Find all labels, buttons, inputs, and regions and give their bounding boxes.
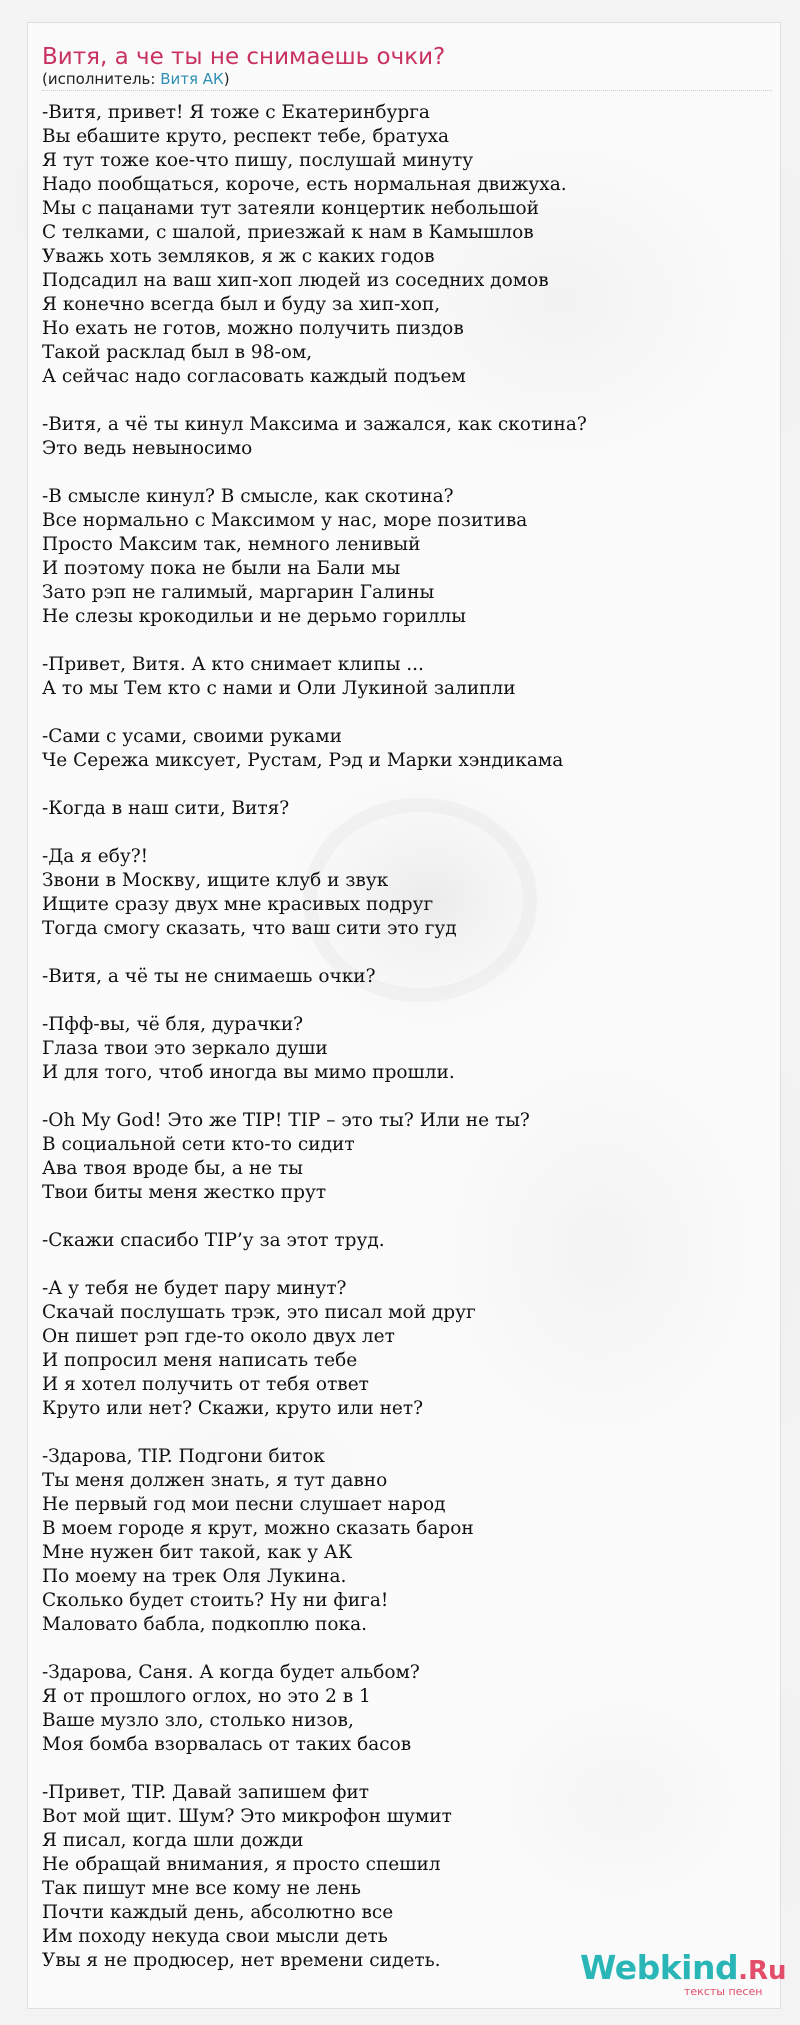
lyrics-line: Но ехать не готов, можно получить пиздов [42, 318, 464, 339]
lyrics-line: И поэтому пока не были на Бали мы [42, 558, 401, 579]
lyrics-line: Уважь хоть земляков, я ж с каких годов [42, 246, 435, 267]
performer-line [42, 68, 230, 90]
lyrics-line: -А у тебя не будет пару минут? [42, 1278, 347, 1299]
lyrics-line: Такой расклад был в 98-ом, [42, 342, 313, 363]
lyrics-line: -Витя, а чё ты кинул Максима и зажался, как скотина? [42, 414, 587, 435]
lyrics-stanza [42, 725, 762, 773]
lyrics-line: Твои биты меня жестко прут [42, 1182, 327, 1203]
performer-link[interactable]: Витя АК [160, 70, 224, 88]
lyrics-line: -Витя, привет! Я тоже с Екатеринбурга [42, 102, 430, 123]
lyrics-text [42, 101, 762, 1997]
lyrics-line: -Пфф-вы, чё бля, дурачки? [42, 1014, 304, 1035]
lyrics-stanza [42, 653, 762, 701]
lyrics-stanza [42, 1109, 762, 1205]
lyrics-line: Он пишет рэп где-то около двух лет [42, 1326, 395, 1347]
lyrics-line: Глаза твои это зеркало души [42, 1038, 328, 1059]
lyrics-line: А сейчас надо согласовать каждый подъем [42, 366, 466, 387]
lyrics-line: Скачай послушать трэк, это писал мой друг [42, 1302, 476, 1323]
lyrics-stanza [42, 1277, 762, 1421]
lyrics-line: Зато рэп не галимый, маргарин Галины [42, 582, 435, 603]
lyrics-stanza [42, 101, 762, 389]
lyrics-line: Вы ебашите круто, респект тебе, братуха [42, 126, 450, 147]
lyrics-line: В моем городе я крут, можно сказать барон [42, 1518, 474, 1539]
lyrics-stanza [42, 1781, 762, 1973]
lyrics-line: Я тут тоже кое-что пишу, послушай минуту [42, 150, 474, 171]
lyrics-line: Так пишут мне все кому не лень [42, 1878, 361, 1899]
lyrics-line: По моему на трек Оля Лукина. [42, 1566, 347, 1587]
lyrics-line: Мне нужен бит такой, как у АК [42, 1542, 353, 1563]
lyrics-line: -Когда в наш сити, Витя? [42, 798, 290, 819]
lyrics-line: Маловато бабла, подкоплю пока. [42, 1614, 367, 1635]
logo-wordmark: Webkind [580, 1948, 739, 1987]
lyrics-line: В социальной сети кто-то сидит [42, 1134, 355, 1155]
lyrics-line: С телками, с шалой, приезжай к нам в Камышлов [42, 222, 534, 243]
lyrics-stanza [42, 797, 762, 821]
lyrics-line: Я писал, когда шли дожди [42, 1830, 304, 1851]
lyrics-line: Не слезы крокодильи и не дерьмо гориллы [42, 606, 466, 627]
lyrics-line: Ваше музло зло, столько низов, [42, 1710, 354, 1731]
lyrics-line: Че Сережа миксует, Рустам, Рэд и Марки хэндикама [42, 750, 564, 771]
lyrics-line: Увы я не продюсер, нет времени сидеть. [42, 1950, 441, 1971]
logo-tld: .Ru [738, 1956, 787, 1986]
performer-suffix: ) [223, 70, 230, 88]
lyrics-line: Все нормально с Максимом у нас, море позитива [42, 510, 528, 531]
lyrics-line: -Привет, TIP. Давай запишем фит [42, 1782, 369, 1803]
lyrics-line: Надо пообщаться, короче, есть нормальная движуха. [42, 174, 567, 195]
lyrics-stanza [42, 485, 762, 629]
lyrics-stanza [42, 845, 762, 941]
lyrics-line: -В смысле кинул? В смысле, как скотина? [42, 486, 454, 507]
lyrics-line: И я хотел получить от тебя ответ [42, 1374, 369, 1395]
lyrics-line: Вот мой щит. Шум? Это микрофон шумит [42, 1806, 452, 1827]
lyrics-line: Мы с пацанами тут затеяли концертик небольшой [42, 198, 539, 219]
site-logo[interactable] [580, 1948, 787, 1998]
lyrics-line: И для того, чтоб иногда вы мимо прошли. [42, 1062, 455, 1083]
lyrics-line: -Здарова, TIP. Подгони биток [42, 1446, 325, 1467]
lyrics-line: Звони в Москву, ищите клуб и звук [42, 870, 389, 891]
lyrics-line: И попросил меня написать тебе [42, 1350, 358, 1371]
lyrics-line: -Скажи спасибо TIP’у за этот труд. [42, 1230, 385, 1251]
lyrics-line: Я от прошлого оглох, но это 2 в 1 [42, 1686, 371, 1707]
song-title: Витя, а че ты не снимаешь очки? [42, 44, 446, 70]
lyrics-line: Это ведь невыносимо [42, 438, 253, 459]
lyrics-line: -Витя, а чё ты не снимаешь очки? [42, 966, 376, 987]
divider [42, 90, 772, 91]
lyrics-line: Ава твоя вроде бы, а не ты [42, 1158, 303, 1179]
lyrics-stanza [42, 413, 762, 461]
lyrics-line: Почти каждый день, абсолютно все [42, 1902, 394, 1923]
lyrics-line: Им походу некуда свои мысли деть [42, 1926, 388, 1947]
lyrics-stanza [42, 1013, 762, 1085]
lyrics-line: -Да я ебу?! [42, 846, 149, 867]
lyrics-line: Сколько будет стоить? Ну ни фига! [42, 1590, 389, 1611]
lyrics-line: Я конечно всегда был и буду за хип-хоп, [42, 294, 441, 315]
lyrics-line: Просто Максим так, немного ленивый [42, 534, 421, 555]
lyrics-stanza [42, 1661, 762, 1757]
lyrics-line: Круто или нет? Скажи, круто или нет? [42, 1398, 424, 1419]
lyrics-line: А то мы Тем кто с нами и Оли Лукиной залипли [42, 678, 516, 699]
lyrics-line: -Сами с усами, своими руками [42, 726, 342, 747]
lyrics-line: Не первый год мои песни слушает народ [42, 1494, 446, 1515]
lyrics-line: Ты меня должен знать, я тут давно [42, 1470, 388, 1491]
lyrics-line: Не обращай внимания, я просто спешил [42, 1854, 441, 1875]
lyrics-stanza [42, 965, 762, 989]
lyrics-line: -Здарова, Саня. А когда будет альбом? [42, 1662, 420, 1683]
lyrics-line: -Привет, Витя. А кто снимает клипы ... [42, 654, 424, 675]
lyrics-line: -Oh My God! Это же TIP! TIP – это ты? Или не ты? [42, 1110, 530, 1131]
performer-prefix: (исполнитель: [42, 70, 161, 88]
lyrics-line: Тогда смогу сказать, что ваш сити это гуд [42, 918, 457, 939]
lyrics-line: Ищите сразу двух мне красивых подруг [42, 894, 434, 915]
lyrics-line: Подсадил на ваш хип-хоп людей из соседних домов [42, 270, 549, 291]
lyrics-stanza [42, 1445, 762, 1637]
lyrics-stanza [42, 1229, 762, 1253]
lyrics-line: Моя бомба взорвалась от таких басов [42, 1734, 412, 1755]
logo-tagline: тексты песен [684, 1985, 763, 1998]
